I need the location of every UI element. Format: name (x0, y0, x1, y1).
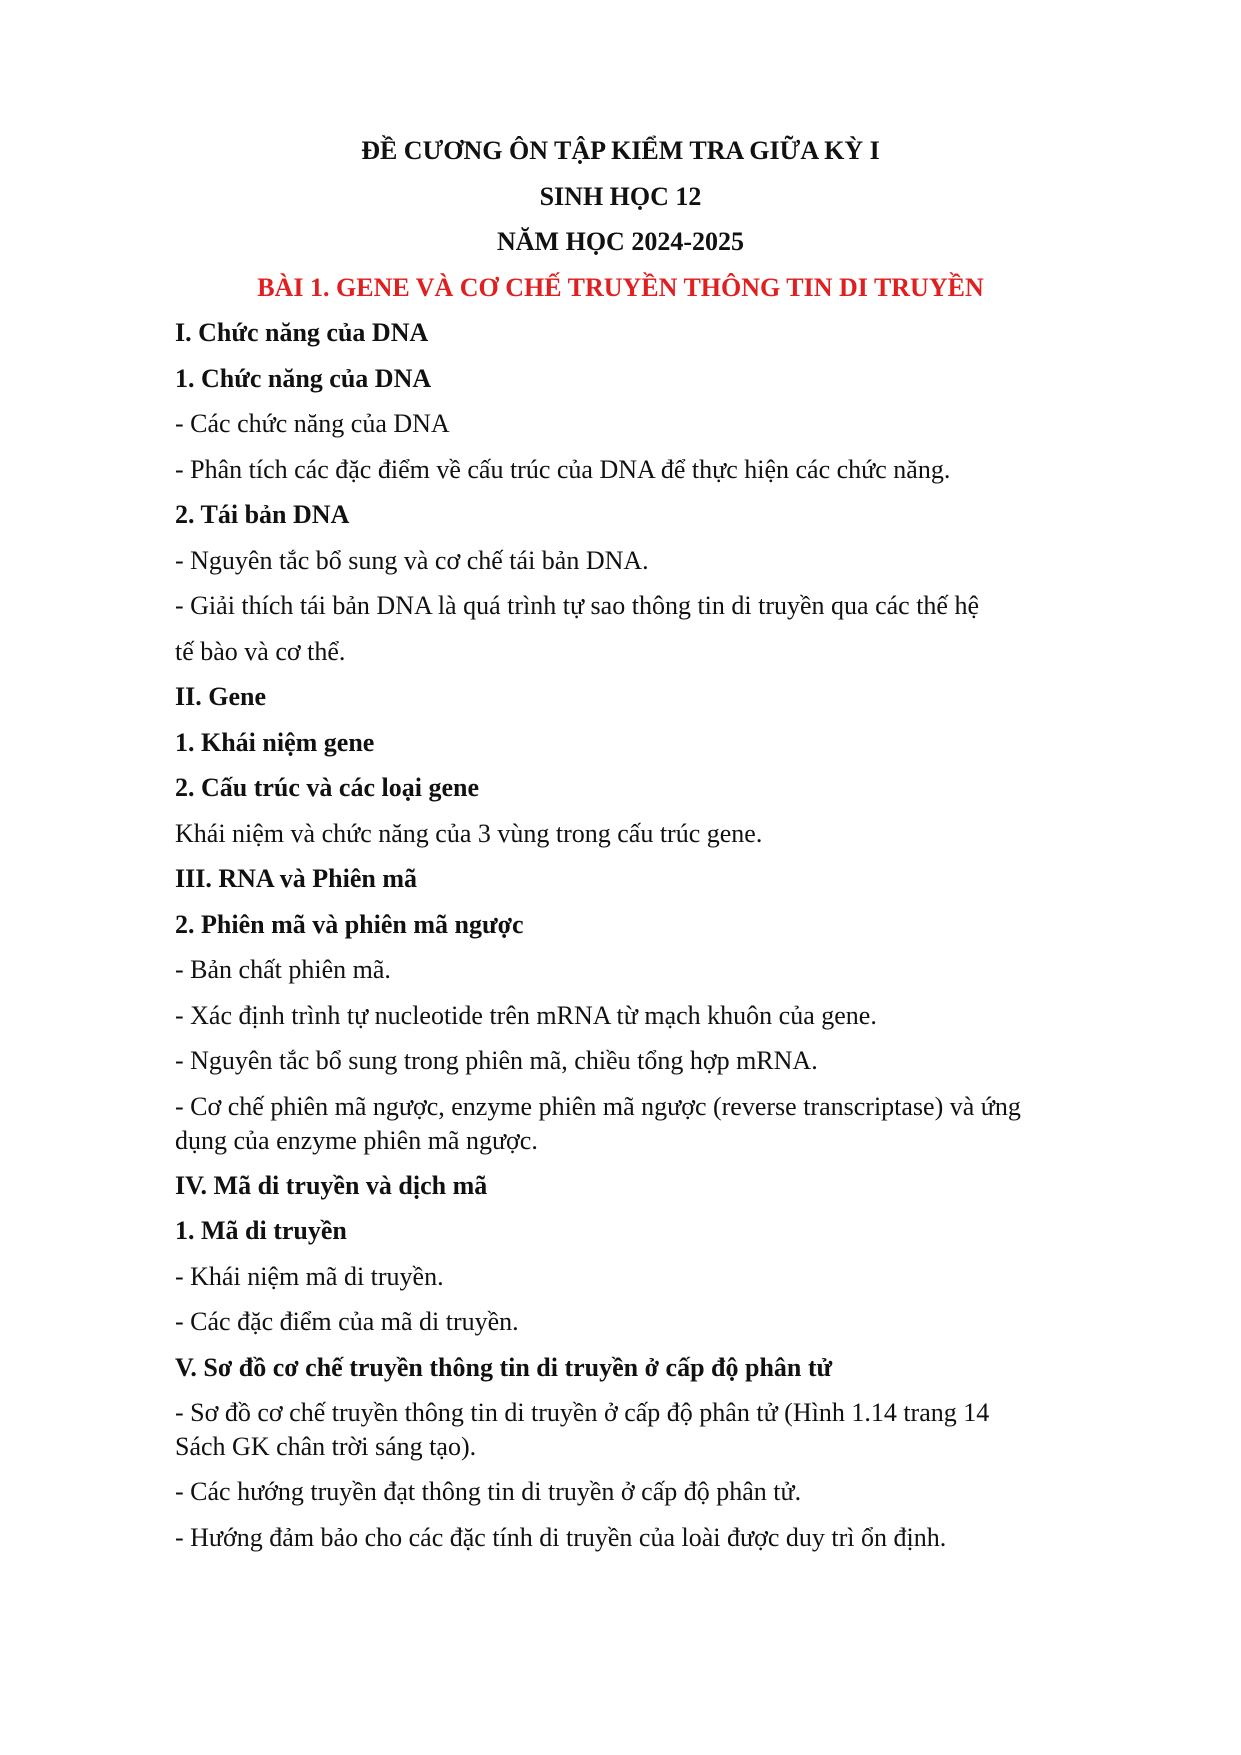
outline-item-line: - Sơ đồ cơ chế truyền thông tin di truyền ở cấp độ phân tử (Hình 1.14 trang 14 (175, 1398, 990, 1427)
subsection-heading: 2. Phiên mã và phiên mã ngược (175, 909, 524, 939)
outline-item-continued: tế bào và cơ thể. (175, 636, 346, 666)
outline-item: - Phân tích các đặc điểm về cấu trúc của DNA để thực hiện các chức năng. (175, 454, 951, 484)
outline-item-line: Sách GK chân trời sáng tạo). (175, 1432, 477, 1461)
document-title: ĐỀ CƯƠNG ÔN TẬP KIỂM TRA GIỮA KỲ I (361, 136, 880, 165)
outline-item: - Giải thích tái bản DNA là quá trình tự sao thông tin di truyền qua các thế hệ (175, 591, 979, 620)
outline-item-line: - Cơ chế phiên mã ngược, enzyme phiên mã ngược (reverse transcriptase) và ứng (175, 1091, 1021, 1121)
subsection-heading: 1. Mã di truyền (175, 1216, 347, 1245)
subsection-heading: 1. Chức năng của DNA (175, 363, 432, 393)
section-heading: III. RNA và Phiên mã (175, 864, 417, 893)
subsection-heading: 1. Khái niệm gene (175, 727, 375, 757)
outline-item-multiline (175, 1084, 1125, 1163)
subject-title: SINH HỌC 12 (539, 181, 702, 211)
outline-item: - Hướng đảm bảo cho các đặc tính di truyền của loài được duy trì ổn định. (175, 1522, 947, 1552)
outline-item: - Nguyên tắc bổ sung trong phiên mã, chiều tổng hợp mRNA. (175, 1046, 818, 1075)
subsection-heading: 2. Tái bản DNA (175, 500, 350, 529)
outline-item: - Các chức năng của DNA (175, 409, 450, 438)
outline-item-line: dụng của enzyme phiên mã ngược. (175, 1125, 538, 1155)
outline-item: - Các đặc điểm của mã di truyền. (175, 1307, 519, 1336)
outline-item: - Xác định trình tự nucleotide trên mRNA từ mạch khuôn của gene. (175, 1000, 877, 1030)
section-heading: V. Sơ đồ cơ chế truyền thông tin di truyền ở cấp độ phân tử (175, 1352, 833, 1382)
outline-item: - Bản chất phiên mã. (175, 955, 391, 984)
section-heading: IV. Mã di truyền và dịch mã (175, 1170, 488, 1200)
outline-item: - Nguyên tắc bổ sung và cơ chế tái bản DNA. (175, 545, 649, 575)
outline-content (175, 310, 1125, 1560)
subsection-heading: 2. Cấu trúc và các loại gene (175, 773, 480, 802)
outline-item: - Khái niệm mã di truyền. (175, 1261, 444, 1291)
section-heading: II. Gene (175, 682, 266, 711)
lesson-title: BÀI 1. GENE VÀ CƠ CHẾ TRUYỀN THÔNG TIN DI TRUYỀN (257, 272, 984, 302)
outline-item-multiline (175, 1390, 1125, 1469)
section-heading: I. Chức năng của DNA (175, 318, 429, 347)
outline-item: Khái niệm và chức năng của 3 vùng trong cấu trúc gene. (175, 818, 763, 848)
school-year: NĂM HỌC 2024-2025 (497, 227, 744, 256)
outline-item: - Các hướng truyền đạt thông tin di truyền ở cấp độ phân tử. (175, 1477, 802, 1506)
document-header (0, 128, 1241, 310)
